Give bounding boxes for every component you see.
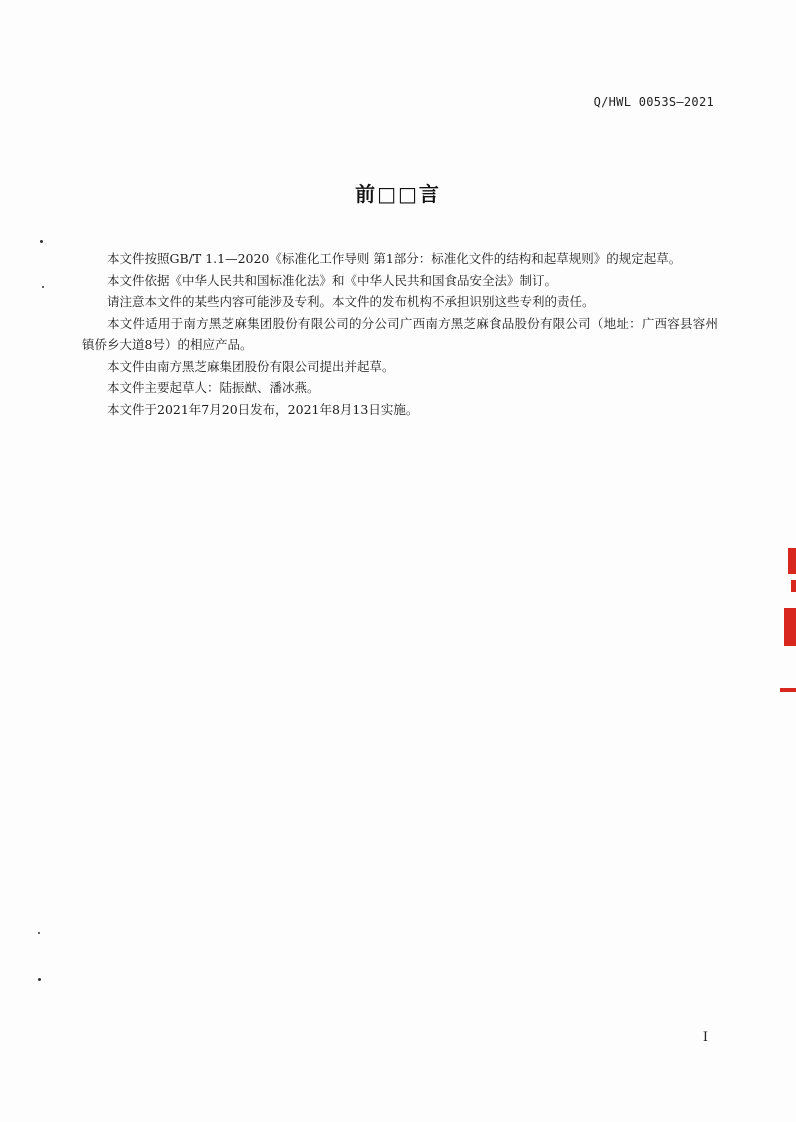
seal-fragment [791, 580, 796, 592]
paragraph-scope: 本文件适用于南方黑芝麻集团股份有限公司的分公司广西南方黑芝麻食品股份有限公司（地址：广西容县容州镇侨乡大道8号）的相应产品。 [82, 315, 718, 352]
paragraph-dates: 本文件于2021年7月20日发布，2021年8月13日实施。 [107, 401, 419, 417]
scan-speck [38, 932, 40, 934]
paragraph-drafting-rules: 本文件按照GB/T 1.1—2020《标准化工作导则 第1部分：标准化文件的结构和起草规则》的规定起草。 [107, 251, 682, 266]
page-number: I [702, 1030, 708, 1045]
paragraph-legal-basis: 本文件依据《中华人民共和国标准化法》和《中华人民共和国食品安全法》制订。 [107, 272, 558, 288]
seal-fragment [784, 608, 796, 646]
foreword-body [82, 248, 718, 420]
scan-speck [42, 286, 44, 288]
seal-fragment [788, 548, 796, 574]
document-code: Q/HWL 0053S—2021 [593, 95, 714, 109]
scan-speck [40, 240, 43, 243]
paragraph-drafters: 本文件主要起草人：陆振猷、潘冰燕。 [107, 380, 320, 395]
paragraph-patent-notice: 请注意本文件的某些内容可能涉及专利。本文件的发布机构不承担识别这些专利的责任。 [107, 294, 595, 309]
scan-speck [38, 978, 41, 981]
seal-fragment [780, 688, 796, 692]
paragraph-proposer: 本文件由南方黑芝麻集团股份有限公司提出并起草。 [107, 358, 395, 374]
page-title: 前□□言 [355, 182, 441, 206]
